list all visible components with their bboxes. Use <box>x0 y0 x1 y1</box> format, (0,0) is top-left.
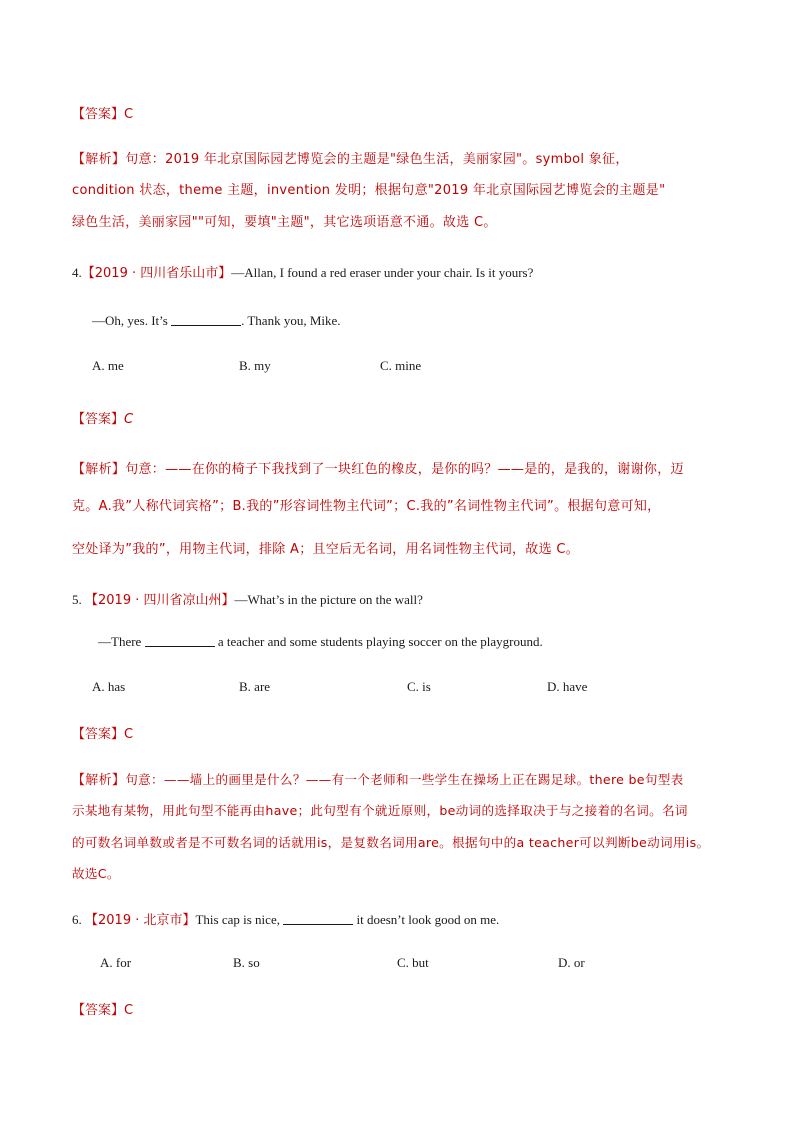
reply-text: a teacher and some students playing soccer on the playground. <box>214 634 543 649</box>
answer-value: C <box>124 727 134 742</box>
reply-text: . Thank you, Mike. <box>241 313 341 328</box>
answer-line <box>72 103 133 122</box>
answer-blank <box>283 912 353 925</box>
analysis-label: 【解析】 <box>72 773 126 788</box>
answer-line <box>72 723 133 742</box>
question-text: it doesn’t look good on me. <box>353 912 500 927</box>
question-4-prompt <box>72 262 533 281</box>
answer-value: C <box>124 107 134 122</box>
reply-text: —Oh, yes. It’s <box>92 313 172 328</box>
question-5-reply <box>98 634 543 650</box>
question-number: 5. <box>72 592 82 607</box>
analysis-text: 克。A.我”人称代词宾格”；B.我的”形容词性物主代词”；C.我的”名词性物主代词”。根据句意可知， <box>72 499 661 514</box>
analysis-label: 【解析】 <box>72 462 126 477</box>
option-d: D. or <box>558 955 585 970</box>
answer-blank <box>145 634 215 647</box>
option-b: B. my <box>239 358 271 373</box>
option-b: B. are <box>239 679 271 694</box>
answer-line <box>72 999 133 1018</box>
answer-blank <box>171 313 241 326</box>
question-text: —Allan, I found a red eraser under your chair. Is it yours? <box>231 265 534 280</box>
option-c: C. mine <box>380 358 422 373</box>
analysis-text: 的可数名词单数或者是不可数名词的话就用is，是复数名词用are。根据句中的a teacher可以判断be动词用is。 <box>72 835 710 850</box>
question-source: 【2019 · 四川省乐山市】 <box>81 266 232 281</box>
analysis-line <box>72 458 684 477</box>
option-a: A. me <box>92 358 124 373</box>
option-c: C. but <box>397 955 429 970</box>
answer-value: C <box>124 1003 134 1018</box>
analysis-text: 空处译为”我的”，用物主代词，排除 A；且空后无名词，用名词性物主代词，故选 C。 <box>72 542 580 557</box>
question-number: 4. <box>72 265 82 280</box>
analysis-text: 绿色生活，美丽家园""可知，要填"主题"，其它选项语意不通。故选 C。 <box>72 215 497 230</box>
answer-value: C <box>124 412 134 427</box>
question-number: 6. <box>72 912 82 927</box>
answer-label: 【答案】 <box>72 727 125 742</box>
question-6-prompt <box>72 909 499 928</box>
question-text: —What’s in the picture on the wall? <box>234 592 423 607</box>
option-c: C. is <box>407 679 431 694</box>
analysis-line <box>72 148 629 167</box>
option-b: B. so <box>233 955 260 970</box>
option-a: A. has <box>92 679 126 694</box>
analysis-text: condition 状态，theme 主题，invention 发明；根据句意"2019 年北京国际园艺博览会的主题是" <box>72 183 666 198</box>
answer-label: 【答案】 <box>72 107 125 122</box>
analysis-text: 故选C。 <box>72 866 120 881</box>
question-source: 【2019 · 北京市】 <box>85 913 196 928</box>
analysis-text: 句意：2019 年北京国际园艺博览会的主题是"绿色生活，美丽家园"。symbol 象征， <box>125 152 629 167</box>
analysis-text: 示某地有某物，用此句型不能再由have；此句型有个就近原则，be动词的选择取决于与之接着的名词。名词 <box>72 803 688 818</box>
question-4-reply <box>92 313 341 329</box>
question-source: 【2019 · 四川省凉山州】 <box>85 593 235 608</box>
option-d: D. have <box>547 679 588 694</box>
answer-line <box>72 408 133 427</box>
answer-label: 【答案】 <box>72 1003 125 1018</box>
reply-text: —There <box>98 634 145 649</box>
analysis-line <box>72 769 684 788</box>
analysis-label: 【解析】 <box>72 152 126 167</box>
question-5-prompt <box>72 589 423 608</box>
answer-label: 【答案】 <box>72 412 125 427</box>
analysis-text: 句意：——在你的椅子下我找到了一块红色的橡皮，是你的吗？——是的，是我的，谢谢你，迈 <box>125 462 684 477</box>
analysis-text: 句意：——墙上的画里是什么？——有一个老师和一些学生在操场上正在踢足球。there be句型表 <box>125 772 684 787</box>
question-text: This cap is nice, <box>195 912 284 927</box>
option-a: A. for <box>100 955 132 970</box>
